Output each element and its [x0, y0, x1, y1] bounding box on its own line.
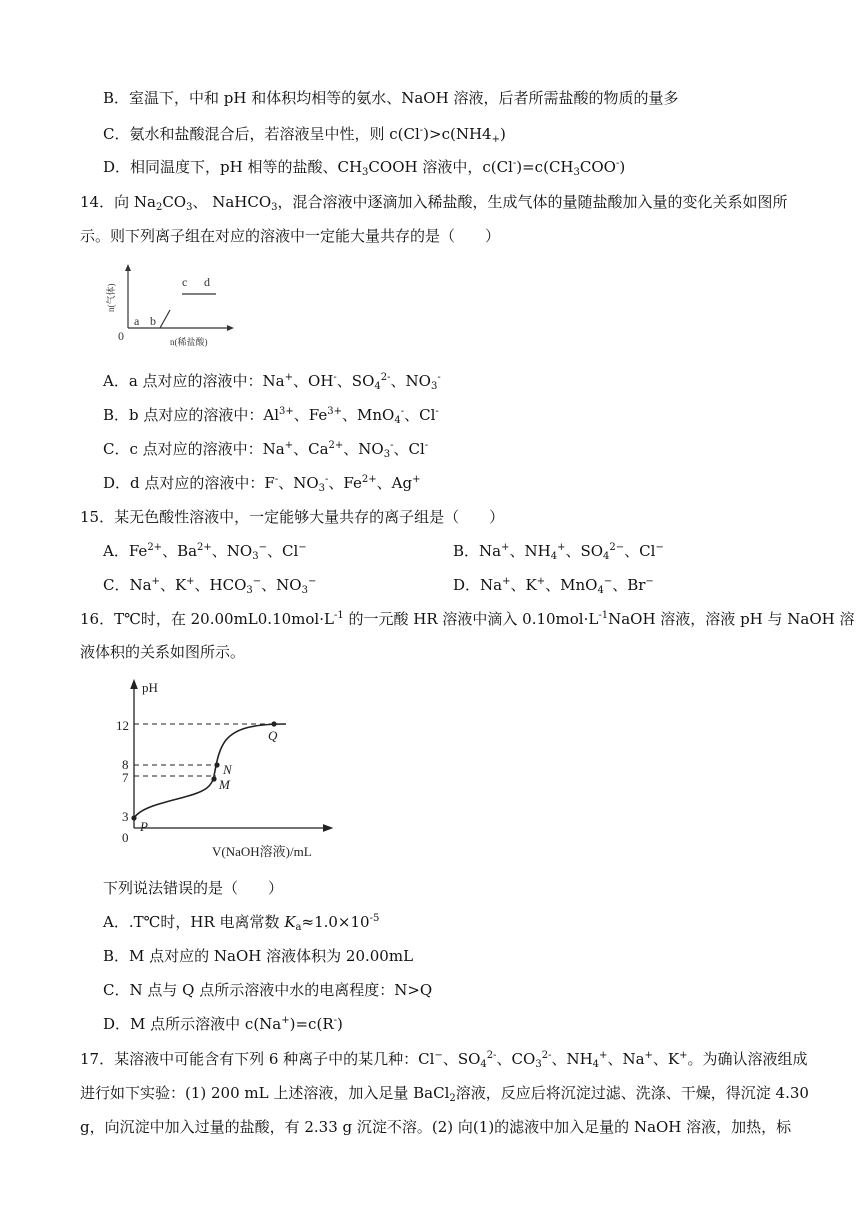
q15-option-d: D．Na+、K+、MnO$_4$−、Br−: [453, 576, 654, 596]
q16-point-n: N: [223, 762, 232, 777]
q16-option-a: A．.T℃时，HR 电离常数 $K_a\approx 1.0\times 10^{-5}$: [103, 913, 380, 933]
q15-option-c: C．Na+、K+、$HCO_3^-$、$NO_3^-$: [103, 576, 317, 596]
q16-y-axis-label: pH: [142, 680, 158, 695]
q16-stem2: 下列说法错误的是（ ）: [103, 879, 284, 897]
q14-point-d: d: [204, 275, 210, 289]
q16-option-d: D．M 点所示溶液中 c(Na+)=c(R-): [103, 1015, 343, 1033]
q15-stem: 15．某无色酸性溶液中，一定能够大量共存的离子组是（ ）: [80, 508, 505, 526]
q16-option-b: B．M 点对应的 NaOH 溶液体积为 20.00mL: [103, 947, 414, 965]
q14-option-c: C．c 点对应的溶液中：Na+、$Ca^{2+}$、$NO_3^-$、Cl-: [103, 440, 429, 460]
q14-point-c: c: [182, 275, 188, 289]
q16-option-c: C．N 点与 Q 点所示溶液中水的电离程度：N>Q: [103, 981, 433, 999]
q14-option-a: A．a 点对应的溶液中：Na+、OH-、$SO_4^{2-}$、$NO_3^-$: [103, 372, 441, 392]
q14-point-b: b: [150, 314, 156, 328]
q16-ytick-0: 0: [122, 830, 129, 845]
q13-option-c: C．氨水和盐酸混合后，若溶液呈中性，则 $c(Cl^-)>c(NH4_+)$: [103, 125, 506, 145]
q14-origin-label: 0: [118, 329, 124, 343]
q16-point-p: P: [140, 819, 148, 834]
q15-option-b: B．Na+、$NH_4^+$、$SO_4^{2-}$、Cl−: [453, 542, 664, 562]
q14-point-a: a: [134, 314, 140, 328]
q13-option-d: D．相同温度下，pH 相等的盐酸、$CH_3COOH$ 溶液中，$c(Cl^-)=c(CH_3COO^-)$: [103, 158, 626, 178]
q14-gas-graph: [104, 262, 244, 352]
q14-x-axis-label: n(稀盐酸): [170, 337, 208, 347]
q14-stem-line1: 14．向 $Na_2CO_3$、 NaHCO$_3$，混合溶液中逐滴加入稀盐酸，生成气体的量随盐酸加入量的变化关系如图所: [80, 193, 788, 213]
q16-point-m: M: [219, 777, 230, 792]
q16-ytick-8: 8: [122, 757, 129, 772]
q16-ytick-7: 7: [122, 770, 129, 785]
q14-y-axis-label: n(气体): [106, 283, 116, 312]
q17-stem-line2: 进行如下实验：(1) 200 mL 上述溶液，加入足量 BaCl$_2$溶液，反应后将沉淀过滤、洗涤、干燥，得沉淀 4.30: [80, 1084, 809, 1104]
q16-ytick-3: 3: [122, 809, 129, 824]
q13-option-b: B．室温下，中和 pH 和体积均相等的氨水、NaOH 溶液，后者所需盐酸的物质的量多: [103, 89, 679, 107]
q16-x-axis-label: V(NaOH溶液)/mL: [212, 844, 312, 859]
q16-ytick-12: 12: [116, 718, 129, 733]
q14-option-d: D．d 点对应的溶液中：F-、$NO_3^-$、$Fe^{2+}$、Ag+: [103, 474, 421, 494]
q15-option-a: A．$Fe^{2+}$、$Ba^{2+}$、$NO_3^-$、Cl−: [103, 542, 307, 562]
q14-stem-line2: 示。则下列离子组在对应的溶液中一定能大量共存的是（ ）: [80, 227, 501, 245]
q14-option-b: B．b 点对应的溶液中：$Al^{3+}$、$Fe^{3+}$、MnO$_4$-、Cl-: [103, 406, 439, 426]
q16-stem-line2: 液体积的关系如图所示。: [80, 643, 246, 661]
q17-stem-line1: 17．某溶液中可能含有下列 6 种离子中的某几种：Cl−、$SO_4^{2-}$、$CO_3^{2-}$、$NH_4^+$、Na+、K+。为确认溶液组成: [80, 1050, 808, 1070]
q16-stem-line1: 16．T℃时，在 $20.00mL0.10mol\cdot L^{-1}$ 的一元酸 HR 溶液中滴入 $0.10mol\cdot L^{-1}NaOH$ 溶液，溶液 pH 与 NaOH 溶: [80, 610, 855, 628]
q17-stem-line3: g，向沉淀中加入过量的盐酸，有 2.33 g 沉淀不溶。(2) 向(1)的滤液中加入足量的 NaOH 溶液，加热，标: [80, 1118, 792, 1136]
q16-ph-graph: [108, 678, 338, 862]
q16-point-q: Q: [268, 728, 278, 743]
